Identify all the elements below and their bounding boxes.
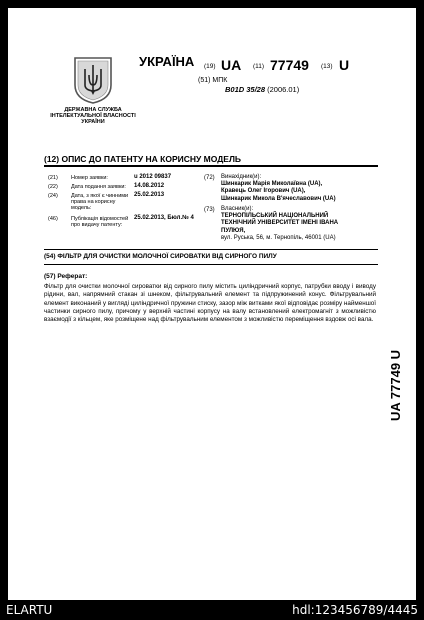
application-number: u 2012 09837 [134,174,172,180]
inventor-2: Кравець Олег Ігорович (UA), [221,188,306,195]
patent-page [8,8,416,600]
owner-label: Власник(и): [221,206,254,212]
vertical-patent-id [388,303,408,423]
abstract-text: Фільтр для очистки молочної сироватки від сирного пилу містить циліндричний корпус, патрубки вводу і виводу рідини, вал, напрямний стакан зі шнеком, фільтрувальний елемент та підпружинений конус. Фільтрувальний елемент виконаний у вигляді циліндричної пружини стиску, зазор між витками якої відповідає розміру найменшої частинки сирного пилу, причому у верхній частині корпусу на валу встановлений електромагніт з можливістю взаємодії з кільцем, яке розміщене над фільтрувальним елементом з можливістю переміщення вздовж осі вала. [44,283,376,324]
agency-name: ДЕРЖАВНА СЛУЖБА ІНТЕЛЕКТУАЛЬНОЇ ВЛАСНОСТІ УКРАЇНИ [50,107,136,126]
inid-46: (46) [48,216,58,222]
filing-date-label: Дата подання заявки: [71,184,126,190]
mpk-label: МПК [212,77,228,84]
owner-name-line-2: ТЕХНІЧНИЙ УНІВЕРСИТЕТ ІМЕНІ ІВАНА [221,220,339,227]
country-code: UA [221,57,242,73]
publication-label: Публікація відомостей про видачу патенту: [71,216,129,229]
inid-22: (22) [48,184,58,190]
inventors-label: Винахідник(и): [221,174,262,180]
section-divider [44,165,378,167]
country-name: УКРАЇНА [139,54,195,69]
title-divider [44,264,378,265]
biblio-divider [44,249,378,250]
owner-name-line-1: ТЕРНОПІЛЬСЬКИЙ НАЦІОНАЛЬНИЙ [221,213,329,220]
rights-date-label: Дата, з якої є чинними права на корисну модель: [71,193,129,212]
document-type-title: (12) ОПИС ДО ПАТЕНТУ НА КОРИСНУ МОДЕЛЬ [44,154,242,164]
publication-date: 25.02.2013, Бюл.№ 4 [134,215,194,221]
patent-number: 77749 [270,57,309,73]
footer-repository: ELARTU [6,603,53,617]
filing-date: 14.08.2012 [134,183,165,189]
footer-bar [0,600,424,620]
inid-24: (24) [48,193,58,199]
inid-11: (11) [253,63,265,70]
inventor-3: Шинкарик Микола В'ячеславович (UA) [221,195,336,202]
inventors-block [221,174,336,203]
owner-address: вул. Руська, 56, м. Тернопіль, 46001 (UA) [221,234,336,241]
inid-21: (21) [48,175,58,181]
ipc-class: B01D 35/28 [225,85,266,94]
inid-72: (72) [204,175,215,181]
document-kind: U [339,57,350,73]
inventor-1: Шинкарик Марія Миколаївна (UA), [221,181,323,188]
owner-name-line-3: ПУЛЮЯ, [221,227,246,234]
trident-emblem-icon [72,55,114,105]
ipc-line [225,85,299,94]
inid-73: (73) [204,207,215,213]
ipc-year: (2006.01) [267,85,300,94]
inid-19: (19) [204,63,216,70]
invention-title: (54) ФІЛЬТР ДЛЯ ОЧИСТКИ МОЛОЧНОЇ СИРОВАТКИ ВІД СИРНОГО ПИЛУ [44,253,277,260]
abstract-label: (57) Реферат: [44,273,88,280]
mpk-line [198,77,227,84]
inid-51: (51) [198,77,211,84]
owner-block [221,206,338,242]
rights-date: 25.02.2013 [134,192,165,198]
application-number-label: Номер заявки: [71,175,108,181]
inid-13: (13) [321,63,333,70]
vertical-patent-id-text: UA 77749 U [388,349,403,421]
footer-handle: hdl:123456789/4445 [292,603,418,617]
